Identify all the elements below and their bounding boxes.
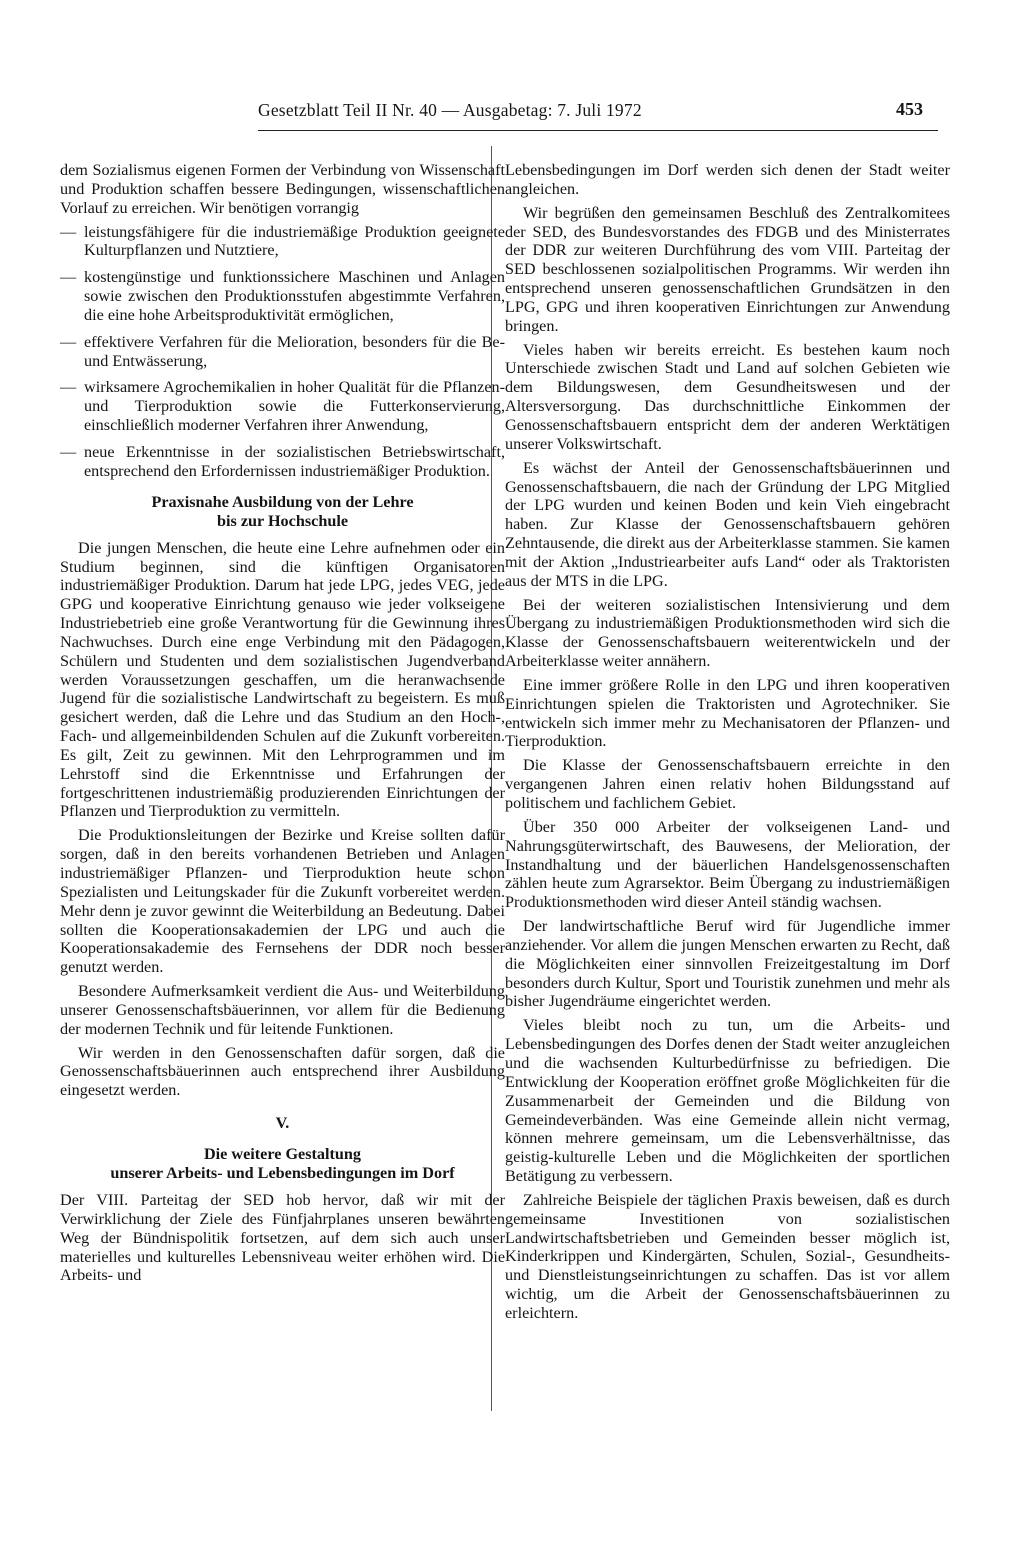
paragraph: Eine immer größere Rolle in den LPG und ihren kooperativen Einrichtungen spielen die Traktoristen und Agrotechniker. Sie entwickeln sich immer mehr zu Mechanisatoren der Pflanzen- und Tierproduktion. <box>505 675 950 751</box>
paragraph: Lebensbedingungen im Dorf werden sich denen der Stadt weiter angleichen. <box>505 161 950 198</box>
list-item <box>60 268 505 325</box>
heading-line: Praxisnahe Ausbildung von der Lehre <box>151 492 414 511</box>
page-number: 453 <box>896 99 923 119</box>
dash-marker: — <box>60 332 77 351</box>
paragraph: Wir begrüßen den gemeinsamen Beschluß des Zentralkomitees der SED, des Bundesvorstandes des FDGB und des Ministerrates der DDR zur weiteren Durchführung des vom VIII. Parteitag der SED beschlossenen sozialpolitischen Programms. Wir werden ihn entsprechend unseren genossenschaftlichen Grundsätzen in den LPG, GPG und ihren kooperativen Einrichtungen zur Anwendung bringen. <box>505 203 950 335</box>
chapter-heading <box>60 1145 505 1183</box>
list-item-text: leistungsfähigere für die industriemäßige Produktion geeignete Kulturpflanzen und Nutztiere, <box>84 222 505 260</box>
paragraph: Die jungen Menschen, die heute eine Lehre aufnehmen oder ein Studium beginnen, sind die künftigen Organisatoren industriemäßiger Produktion. Darum hat jede LPG, jedes VEG, jede GPG und kooperative Einrichtung genauso wie jeder volkseigene Industriebetrieb eine große Verantwortung für die Gewinnung ihres Nachwuchses. Durch eine enge Verbindung mit den Pädagogen, Schülern und Studenten und dem sozialistischen Jugendverband werden Voraussetzungen geschaffen, um die heranwachsende Jugend für die sozialistische Landwirtschaft zu begeistern. Es muß gesichert werden, daß die Lehre und das Studium an den Hoch-, Fach- und allgemeinbildenden Schulen auf die Zukunft vorbereiten. Es gilt, Zeit zu gewinnen. Mit den Lehrprogrammen und im Lehrstoff sind die Erkenntnisse und Erfahrungen der fortgeschrittenen industriemäßig produzierenden Einrichtungen der Pflanzen und Tierproduktion zu vermitteln. <box>60 538 505 821</box>
paragraph: Der landwirtschaftliche Beruf wird für Jugendliche immer anziehender. Vor allem die jungen Menschen erwarten zu Recht, daß die Möglichkeiten einer sinnvollen Freizeitgestaltung im Dorf besonders durch Kultur, Sport und Touristik zunehmen und mehr als bisher Jugendräume eingerichtet werden. <box>505 917 950 1011</box>
paragraph: Zahlreiche Beispiele der täglichen Praxis beweisen, daß es durch gemeinsame Investitionen von sozialistischen Landwirtschaftsbetrieben und Gemeinden besser möglich ist, Kinderkrippen und Kindergärten, Schulen, Sozial-, Gesundheits- und Dienstleistungseinrichtungen zu schaffen. Das ist vor allem wichtig, um die Arbeit der Genossenschaftsbäuerinnen zu erleichtern. <box>505 1190 950 1322</box>
chapter-number: V. <box>275 1114 290 1133</box>
list-item-text: kostengünstige und funktionssichere Maschinen und Anlagen sowie zwischen den Produktionsstufen abgestimmte Verfahren, die eine hohe Arbeitsproduktivität ermöglichen, <box>84 268 505 324</box>
paragraph: Vieles haben wir bereits erreicht. Es bestehen kaum noch Unterschiede zwischen Stadt und Land auf solchen Gebieten wie dem Bildungswesen, dem Gesundheitswesen und der Altersversorgung. Das durchschnittliche Einkommen der Genossenschaftsbauern entspricht dem der anderen Werktätigen unserer Volkswirtschaft. <box>505 340 950 453</box>
paragraph: Es wächst der Anteil der Genossenschaftsbäuerinnen und Genossenschaftsbauern, die nach der Gründung der LPG Mitglied der LPG wurden und keinen Boden und kein Vieh eingebracht haben. Zur Klasse der Genossenschaftsbauern gehören Zehntausende, die direkt aus der Arbeiterklasse stammen. Sie kamen mit der Aktion „Industriearbeiter aufs Land“ oder als Traktoristen aus der MTS in die LPG. <box>505 458 951 590</box>
section-heading <box>60 493 505 531</box>
list-item-text: effektivere Verfahren für die Melioration, besonders für die Be- und Entwässerung, <box>84 332 505 370</box>
right-column <box>505 161 950 1328</box>
heading-line: unserer Arbeits- und Lebensbedingungen im Dorf <box>110 1163 455 1182</box>
list-item <box>60 333 505 371</box>
paragraph: Wir werden in den Genossenschaften dafür sorgen, daß die Genossenschaftsbäuerinnen auch entsprechend ihrer Ausbildung eingesetzt werden. <box>60 1043 505 1100</box>
paragraph: Die Klasse der Genossenschaftsbauern erreichte in den vergangenen Jahren einen relativ hohen Bildungsstand auf politischem und fachlichem Gebiet. <box>505 756 950 812</box>
heading-line: bis zur Hochschule <box>216 511 349 530</box>
dash-marker: — <box>60 268 77 287</box>
paragraph: Über 350 000 Arbeiter der volkseigenen Land- und Nahrungsgüterwirtschaft, des Bauwesens, der Melioration, der Instandhaltung und der bäuerlichen Handelsgenossenschaften zählen heute zum Agrarsektor. Beim Übergang zu industriemäßigen Produktionsmethoden wird dieser Anteil ständig wachsen. <box>505 817 950 912</box>
running-header: Gesetzblatt Teil II Nr. 40 — Ausgabetag: 7. Juli 1972 <box>258 100 642 120</box>
paragraph: Der VIII. Parteitag der SED hob hervor, daß wir mit der Verwirklichung der Ziele des Fünfjahrplanes unseren bewährten Weg der Bündnispolitik fortsetzen, auf dem sich auch unser materielles und kulturelles Lebensniveau weiter erhöhen wird. Die Arbeits- und <box>60 1190 505 1285</box>
left-column <box>60 161 505 1290</box>
requirements-list <box>60 223 505 481</box>
paragraph: dem Sozialismus eigenen Formen der Verbindung von Wissenschaft und Produktion schaffen bessere Bedingungen, wissenschaftlichen Vorlauf zu erreichen. Wir benötigen vorrangig <box>60 161 505 217</box>
paragraph: Die Produktionsleitungen der Bezirke und Kreise sollten dafür sorgen, daß in den bereits vorhandenen Betrieben und Anlagen industriemäßiger Pflanzen- und Tierproduktion heute schon Spezialisten und Leitungskader für die Zukunft vorbereitet werden. Mehr denn je zuvor gewinnt die Weiterbildung an Bedeutung. Dabei sollten die Kooperationsakademien der LPG und auch die Kooperationsakademie des Fernsehens der DDR noch besser genutzt werden. <box>60 826 505 977</box>
dash-marker: — <box>60 378 77 397</box>
paragraph: Bei der weiteren sozialistischen Intensivierung und dem Übergang zu industriemäßigen Produktionsmethoden wird sich die Klasse der Genossenschaftsbauern weiterentwickeln und der Arbeiterklasse weiter annähern. <box>505 595 950 671</box>
header-rule <box>258 130 938 131</box>
paragraph: Vieles bleibt noch zu tun, um die Arbeits- und Lebensbedingungen des Dorfes denen der Stadt weiter anzugleichen und die wachsenden Kulturbedürfnisse zu befriedigen. Die Entwicklung der Kooperation eröffnet große Möglichkeiten für die Zusammenarbeit der Gemeinden und die Bildung von Gemeindeverbänden. Was eine Gemeinde allein nicht vermag, können mehrere gemeinsam, um die Lebensverhältnisse, das geistig-kulturelle Leben und die Möglichkeiten der sportlichen Betätigung zu verbessern. <box>505 1016 950 1186</box>
list-item-text: neue Erkenntnisse in der sozialistischen Betriebswirtschaft, entsprechend den Erfordernissen industriemäßiger Produktion. <box>84 442 505 480</box>
list-item <box>60 378 505 435</box>
list-item-text: wirksamere Agrochemikalien in hoher Qualität für die Pflanzen- und Tierproduktion sowie die Futterkonservierung, einschließlich moderner Verfahren ihrer Anwendung, <box>84 378 505 435</box>
list-item <box>60 223 505 261</box>
dash-marker: — <box>60 222 77 241</box>
dash-marker: — <box>60 442 77 461</box>
list-item <box>60 443 505 481</box>
paragraph: Besondere Aufmerksamkeit verdient die Aus- und Weiterbildung unserer Genossenschaftsbäuerinnen, vor allem für die Bedienung der modernen Technik und für leitende Funktionen. <box>60 982 505 1038</box>
heading-line: Die weitere Gestaltung <box>203 1144 362 1163</box>
